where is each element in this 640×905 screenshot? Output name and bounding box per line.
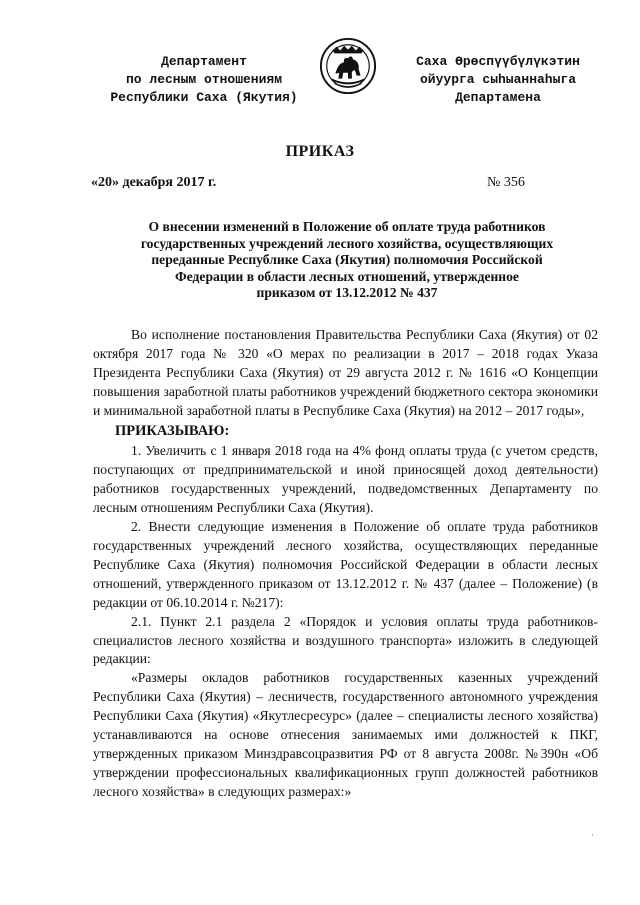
- document-date: «20» декабря 2017 г.: [91, 175, 217, 190]
- department-name-sakha: [398, 53, 598, 107]
- preamble-paragraph: Во исполнение постановления Правительства Республики Саха (Якутия) от 02 октября 2017 года № 320 «О мерах по реализации в 2017 – 2018 годах Указа Президента Республики Саха (Якутия) от 29 августа 2012 г. № 1616 «О Концепции повышения заработной платы работников учреждений бюджетного сектора экономики и минимальной заработной платы в Республике Саха (Якутия) на 2012 – 2017 годы»,: [93, 327, 598, 418]
- subject-line: переданные Республике Саха (Якутия) полномочия Российской: [151, 252, 543, 268]
- prikazyvayu-heading: ПРИКАЗЫВАЮ:: [115, 422, 230, 439]
- document-body: [93, 326, 598, 802]
- coat-of-arms-emblem-icon: [319, 37, 377, 95]
- department-line: по лесным отношениям: [125, 72, 283, 87]
- item-2-1-paragraph: 2.1. Пункт 2.1 раздела 2 «Порядок и условия оплаты труда работников-специалистов лесного хозяйства и воздушного транспорта» изложить в следующей редакции:: [93, 613, 598, 667]
- subject-line: приказом от 13.12.2012 № 437: [256, 285, 438, 301]
- quote-paragraph: «Размеры окладов работников государственных казенных учреждений Республики Саха (Якутия) – лесничеств, государственного автономного учреждения Республики Саха (Якутия) «Якутлесресурс» (далее – специалисты лесного хозяйства) устанавливаются на основе отнесения занимаемых ими должностей к ПКГ, утвержденных приказом Минздравсоцразвития РФ от 8 августа 2008г. №390н «Об утверждении профессиональных квалификационных групп должностей работников лесного хозяйства» в следующих размерах:»: [93, 670, 598, 799]
- margin-mark: ·: [591, 830, 594, 840]
- document-type-title: ПРИКАЗ: [285, 143, 355, 160]
- subject-line: О внесении изменений в Положение об оплате труда работников: [148, 219, 546, 234]
- item-1-paragraph: 1. Увеличить с 1 января 2018 года на 4% фонд оплаты труда (с учетом средств, поступающих от предпринимательской и иной приносящей доход деятельности) работников государственных учреждений, подведомственных Департаменту по лесным отношениям Республики Саха (Якутия).: [93, 443, 598, 516]
- department-line: Департамент: [161, 54, 247, 69]
- subject-line: Федерации в области лесных отношений, утвержденное: [175, 268, 519, 284]
- document-subject: [96, 219, 598, 302]
- department-name-ru: [84, 53, 324, 107]
- subject-line: государственных учреждений лесного хозяйства, осуществляющих: [140, 235, 554, 251]
- department-line: Департамена: [455, 90, 541, 105]
- department-line: Саха Өрөспүүбүлүкэтин: [416, 54, 580, 69]
- department-line: ойуурга сыһыаннаһыга: [419, 72, 577, 87]
- department-line: Республики Саха (Якутия): [110, 90, 298, 105]
- document-number: № 356: [487, 175, 525, 190]
- item-2-paragraph: 2. Внести следующие изменения в Положение об оплате труда работников государственных учреждений лесного хозяйства, осуществляющих переданные Республике Саха (Якутия) полномочия Российской Федерации в области лесных отношений, утвержденного приказом от 13.12.2012 г. № 437 (далее – Положение) (в редакции от 06.10.2014 г. №217):: [93, 519, 598, 610]
